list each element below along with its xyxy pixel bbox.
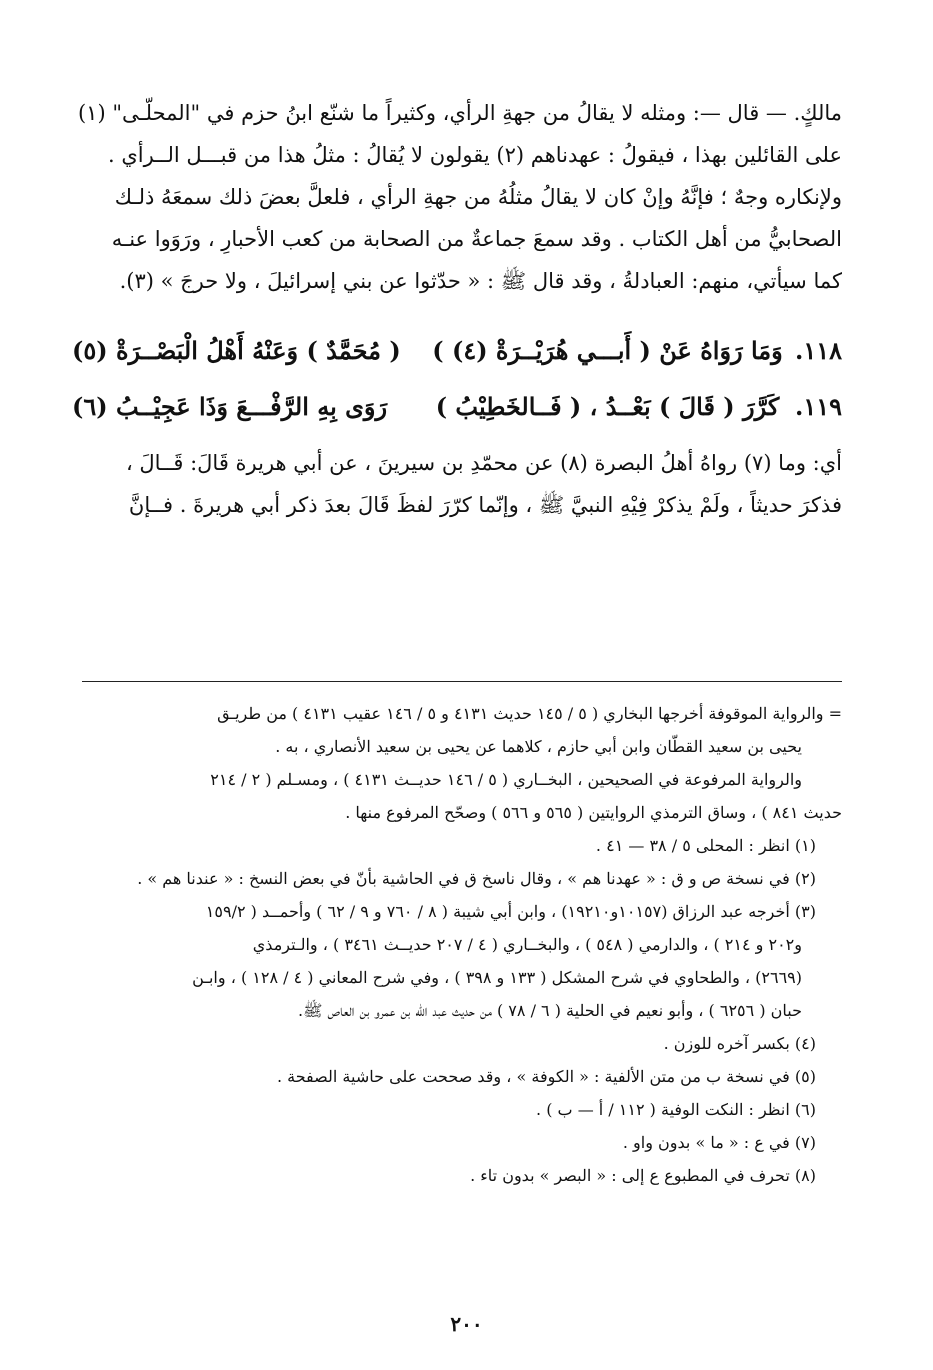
footnote-1: (١) انظر : المحلى ٥ / ٣٨ — ٤١ . [595, 836, 816, 855]
paragraph-1 [72, 92, 842, 302]
text-line: على القائلين بهذا ، فيقولُ : عهدناهم (٢) يقولون لا يُقالُ : مثلُ هذا من قبـــل الــرأي . [107, 143, 842, 167]
footnote-line: حديث ٨٤١ ) ، وساق الترمذي الروايتين ( ٥٦٥ و ٥٦٦ ) وصحّح المرفوع منها . [345, 803, 842, 822]
footnote-5: (٥) في نسخة ب من متن الألفية : « الكوفة » ، وقد صححت على حاشية الصفحة . [276, 1067, 816, 1086]
footnote-7: (٧) في ع : « ما » بدون واو . [622, 1133, 816, 1152]
footnote-line: (٢٦٦٩) ، والطحاوي في شرح المشكل ( ١٣٣ و ٣٩٨ ) ، وفي شرح المعاني ( ٤ / ١٢٨ ) ، وابـن [192, 968, 802, 987]
footnote-line: = والرواية الموقوفة أخرجها البخاري ( ٥ / ١٤٥ حديث ٤١٣١ و ٥ / ١٤٦ عقيب ٤١٣١ ) من طريـق [217, 704, 842, 723]
footnote-4: (٤) بكسر آخره للوزن . [663, 1034, 816, 1053]
verse-second-hemistich: ( مُحَمَّدٌ ) وَعَنْهُ أَهْلُ الْبَصْــرَةْ (٥) [72, 335, 401, 365]
footnote-8: (٨) تحرف في المطبوع ع إلى : « البصر » بدون تاء . [470, 1166, 816, 1185]
text-line: فذكرَ حديثاً ، ولَمْ يذكرْ فِيْهِ النبيَّ ﷺ ، وإنّما كرّرَ لفظَ قَالَ بعدَ ذكر أبي هريرةَ . فــإنَّ [128, 493, 842, 517]
footnote-line: حبان ( ٦٢٥٦ ) ، وأبو نعيم في الحلية ( ٦ / ٧٨ ) من حديث عبد الله بن عمرو بن العاص ﷺ. [298, 1001, 802, 1020]
page-number: ٢٠٠ [450, 1312, 483, 1336]
verse-119 [72, 378, 842, 434]
main-text [72, 92, 842, 526]
footnotes [72, 697, 842, 1192]
footnote-line: يحيى بن سعيد القطّان وابن أبي حازم ، كلاهما عن يحيى بن سعيد الأنصاري ، به . [275, 737, 802, 756]
footnote-separator [82, 681, 842, 682]
verse-second-hemistich: رَوَى بِهِ الرَّفْـــعَ وَذَا عَجِيْــبُ (٦) [72, 391, 388, 421]
text-line: أي: وما (٧) رواهُ أهلُ البصرة (٨) عن محمّدِ بن سيرينَ ، عن أبي هريرة قَالَ: قَــالَ ، [125, 451, 842, 475]
verses-block [72, 322, 842, 434]
verse-number: ١١٩. [794, 391, 842, 421]
footnote-line: و٢٠٢ و ٢١٤ ) ، والدارمي ( ٥٤٨ ) ، والبخــاري ( ٤ / ٢٠٧ حديــث ٣٤٦١ ) ، والـترمذي [252, 935, 802, 954]
footnote-2: (٢) في نسخة ص و ق : « عهدنا هم » ، وقال ناسخ ق في الحاشية بأنّ في بعض النسخ : « عندنا هم » . [137, 869, 816, 888]
text-line: كما سيأتي، منهم: العبادلةُ ، وقد قال ﷺ : « حدّثوا عن بني إسرائيلَ ، ولا حرجَ » (٣). [119, 269, 842, 293]
footnote-line: والرواية المرفوعة في الصحيحين ، البخــاري ( ٥ / ١٤٦ حديــث ٤١٣١ ) ، ومسـلم ( ٢ / ٢١٤ [210, 770, 802, 789]
verse-first-hemistich: كَرَّرَ ( قَالَ ) بَعْــدُ ، ( فَــالخَطِيْبُ ) [435, 391, 780, 421]
verse-first-hemistich: وَمَا رَوَاهُ عَنْ ( أَبـــي هُرَيْــرَةْ (٤) ) [432, 335, 783, 365]
footnote-3: (٣) أخرجه عبد الرزاق (١٠١٥٧و١٩٢١٠) ، وابن أبي شيبة ( ٨ / ٧٦٠ و ٩ / ٦٢ ) وأحمــد ( ١٥٩/٢ [205, 902, 816, 921]
footnote-6: (٦) انظر : النكت الوفية ( ١١٢ / أ — ب ) . [536, 1100, 816, 1119]
text-line: الصحابيُّ من أهل الكتاب . وقد سمعَ جماعةٌ من الصحابة من كعب الأحبارِ ، ورَوَوا عنـه [111, 227, 842, 251]
text-line: مالكٍ. — قال —: ومثله لا يقالُ من جهةِ الرأي، وكثيراً ما شنّع ابنُ حزم في "المحلّـى" (١) [77, 101, 842, 125]
verse-number: ١١٨. [794, 335, 842, 365]
paragraph-2 [72, 442, 842, 526]
verse-118 [72, 322, 842, 378]
text-line: ولإنكاره وجهٌ ؛ فإنَّهُ وإنْ كان لا يقالُ مثلُهُ من جهةِ الرأي ، فلعلَّ بعضَ ذلك سمعَهُ ذلـك [114, 185, 842, 209]
